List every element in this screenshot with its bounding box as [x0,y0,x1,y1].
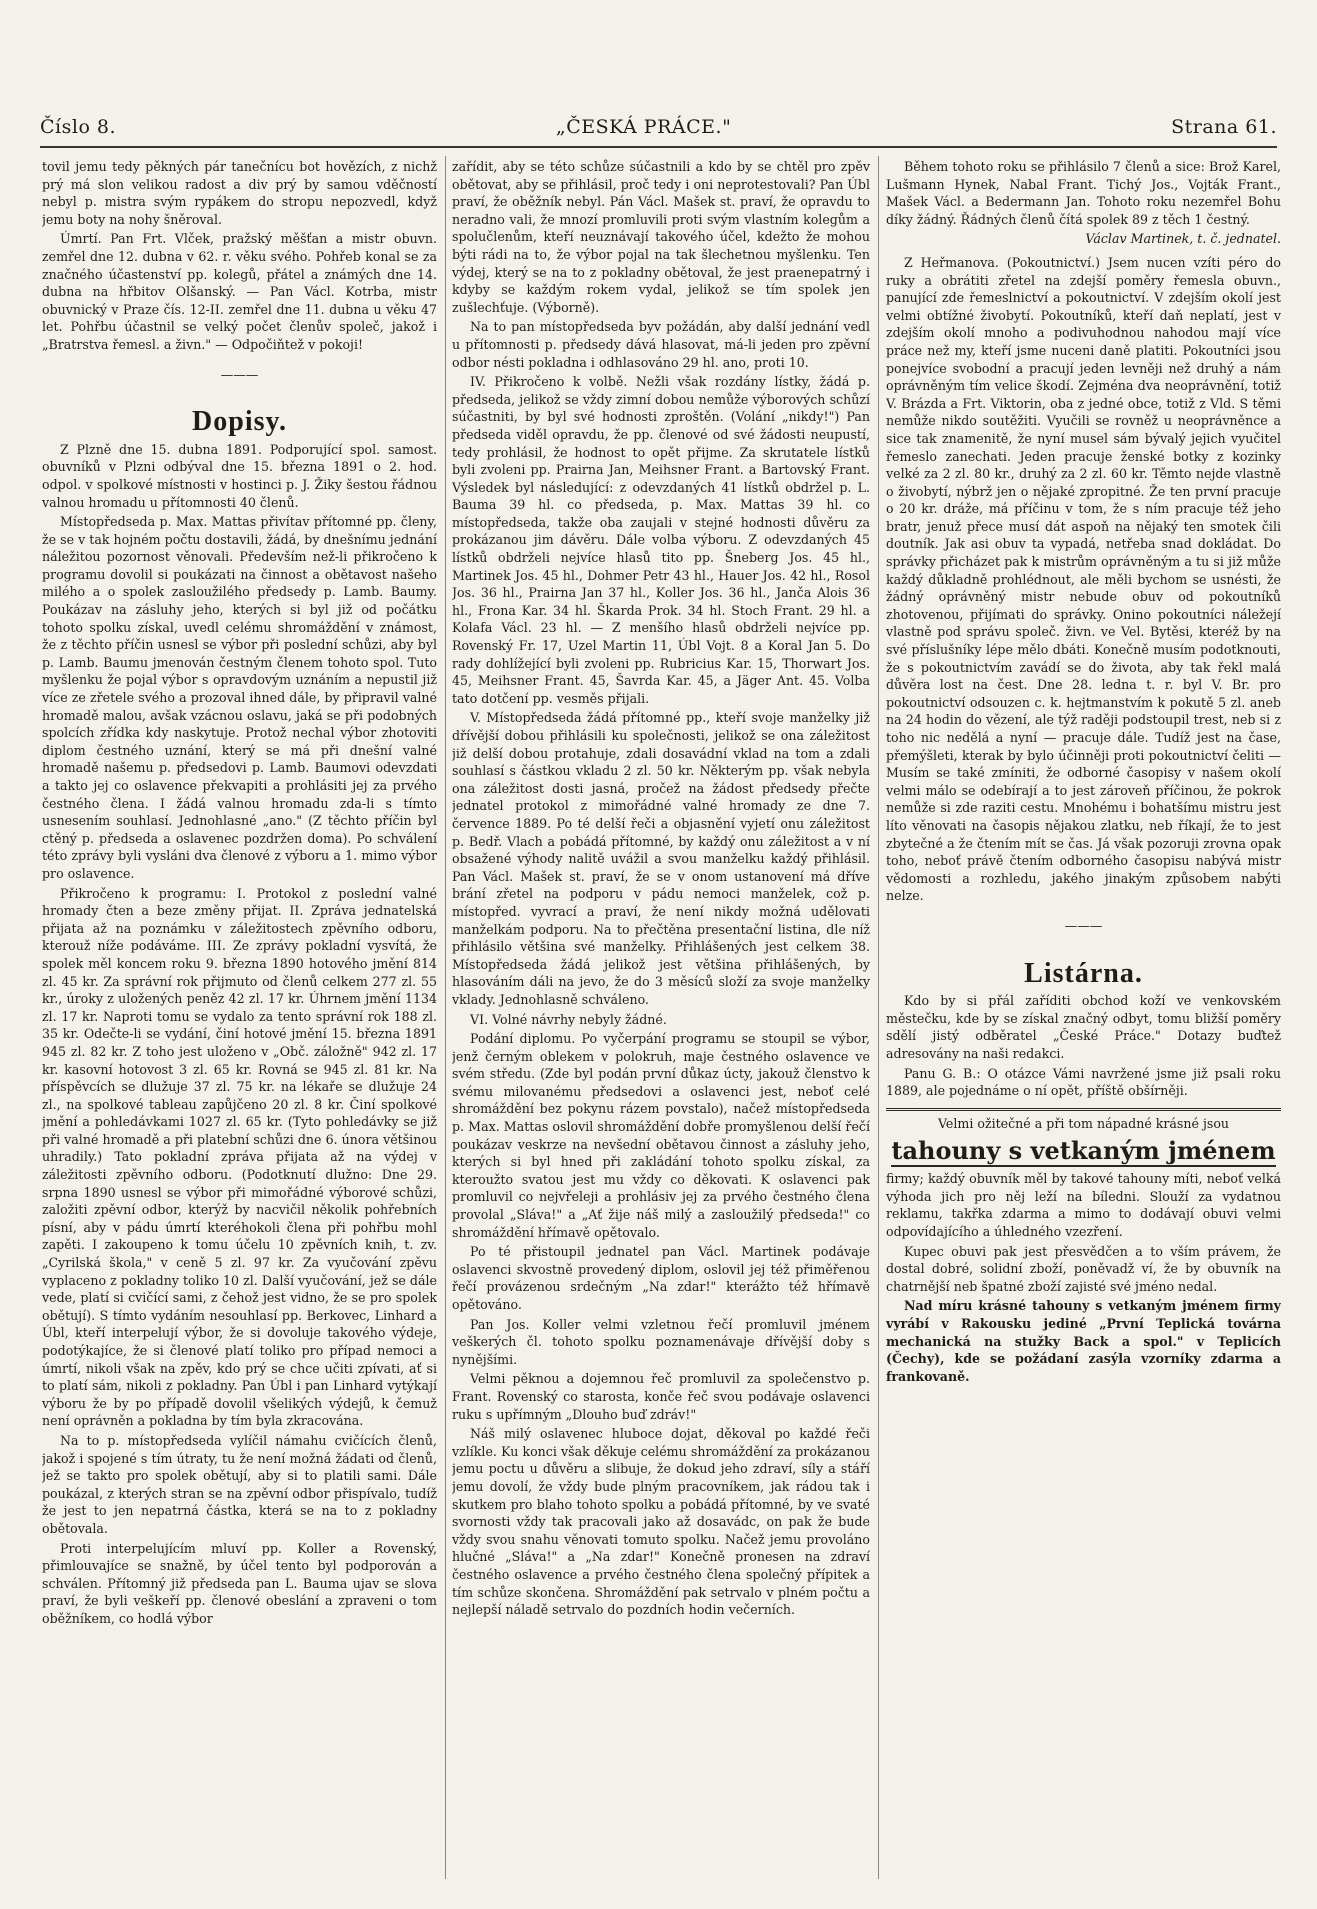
section-title-listarna: Listárna. [1024,957,1143,989]
paragraph: VI. Volné návrhy nebyly žádné. [470,1011,667,1027]
paragraph: IV. Přikročeno k volbě. Nežli však rozdány lístky, žádá p. předseda, jelikož se vždy zimní dobou nemůže výborových schůzí súčastniti, by byl své hodnosti zproštěn. (Volání „nikdy!") Pan předseda viděl opravdu, že pp. členové od své žádosti neupustí, tedy prohlásil, že hodnost to opět přijme. Za skrutatele lístků byli zvoleni pp. Prairna Jan, Meihsner Frant. a Bartovský Frant. Výsledek byl následující: z odevzdaných 41 lístků obdržel p. L. Bauma 39 hl. co předseda, p. Max. Mattas 39 hl. co místopředseda, takže oba zaujali v stejné hodnosti důvěru za prokázanou jim dávěru. Dále volba výboru. Z odevzdaných 45 lístků obdrželi nejvíce hlasů tito pp. Šneberg Jos. 45 hl., Martinek Jos. 45 hl., Dohmer Petr 43 hl., Hauer Jos. 42 hl., Rosol Jos. 36 hl., Prairna Jan 37 hl., Koller Jos. 36 hl., Janča Alois 36 hl., Frona Kar. 34 hl. Škarda Prok. 34 hl. Stoch Frant. 29 hl. a Kolafa Václ. 23 hl. — Z menšího hlasů obdrželi nejvíce pp. Rovenský Fr. 17, Uzel Martin 11, Úbl Vojt. 8 a Koral Jan 5. Do rady dohlížející byli zvoleni pp. Rubricius Kar. 15, Thorwart Jos. 45, Meihsner Frant. 45, Šavrda Kar. 45, a Jäger Ant. 45. Volba tato dotčení pp. vesměs přijali. [452,374,870,706]
ad-intro: Velmi ožitečné a při tom nápadné krásné jsou [937,1115,1230,1131]
paragraph: Kdo by si přál zaříditi obchod koží ve venkovském městečku, kde by se získal značný odbyt, tomu bližší poměry sdělí jistý odběratel „České Práce." Dotazy buďtež adresovány na naši redakci. [886,993,1281,1061]
page-number: Číslo 8. [40,116,117,138]
newspaper-title: „ČESKÁ PRÁCE." [555,116,732,138]
paragraph: Z Plzně dne 15. dubna 1891. Podporující spol. samost. obuvníků v Plzni odbýval dne 15. března 1891 o 2. hod. odpol. v spolkové místnosti v hostinci p. J. Žiky šestou řádnou valnou hromadu u přítomnosti 40 členů. [42,441,437,510]
ad-headline [886,1136,1281,1166]
paragraph: Po té přistoupil jednatel pan Václ. Martinek podávaje oslavenci skvostně provedený diplom, oslovil jej též přiměřenou řečí provázenou srdečným „Na zdar!" kterážto též hřímavě opětováno. [452,1244,870,1312]
paragraph: Náš milý oslavenec hluboce dojat, děkoval po každé řeči vzlíkle. Ku konci však děkuje celému shromáždění za prokázanou jemu poctu u důvěru a slibuje, že dokud jeho zdraví, síly a stáří jemu dovolí, že vždy bude plným pracovníkem, jak rádou tak i skutkem pro blaho tohoto spolku a pobádá přítomné, by ve svaté svornosti vždy tak pracovali jako až dosavádc, on pak že bude vždy svou snahu věnovati tomuto spolku. Načež jemu provoláno hlučné „Sláva!" a „Na zdar!" Konečně pronesen na zdraví čestného oslavence a prvého čestného člena společný přípitek a tím schůze skončena. Shromáždění pak setrvalo v plném počtu a nejlepší náladě setrvalo do pozdních hodin večerních. [452,1426,870,1618]
paragraph: Proti interpelujícím mluví pp. Koller a Rovenský, přimlouvajíce se snažně, by účel tento byl podporován a schválen. Přítomný již předseda pan L. Bauma ujav se slova praví, že byli veškeří pp. členové obeslání a zpraveni o tom oběžníkem, co hodlá výbor [42,1540,437,1626]
paragraph: Na to p. místopředseda vylíčil námahu cvičících členů, jakož i spojené s tím útraty, tu že není možná žádati od členů, jež se takto pro spolek obětují, aby si to platili sami. Dále poukázal, z kterých stran se na zpěvní odbor přispívalo, tudíž že jest to jen nepatrná částka, která se na to z pokladny obětovala. [42,1432,437,1536]
paragraph: Panu G. B.: O otázce Vámi navržené jsme již psali roku 1889, ale pojednáme o ní opět, příště obšírněji. [886,1065,1281,1099]
paragraph: Na to pan místopředseda byv požádán, aby další jednání vedl u přítomnosti p. předsedy dává hlasovat, má-li jeden pro zpěvní odbor nésti pokladna i odhlasováno 29 hl. ano, proti 10. [452,319,870,370]
column-divider-2 [878,156,879,1879]
signature: Václav Martinek, t. č. jednatel. [1085,231,1281,247]
paragraph: Z Heřmanova. (Pokoutnictví.) Jsem nucen vzíti péro do ruky a obrátiti zřetel na zdejší poměry řemesla obuvn., panující zde řemeslnictví a pokoutnictví. V zdejším okolí jest velmi obtížné živobytí. Pokoutníků, kteří daň neplatí, jest v zdejším okolí mnoho a podivuhodnou nahodou mají více práce než my, kteří jsme nuceni daně platiti. Pokoutníci jsou ponejvíce svobodní a pracují jeden levněji než druhý a nám oprávněným tím velice škodí. Zejména dva neoprávnění, totiž V. Brázda a Frt. Viktorin, oba z jedné obce, totiž z Vld. S těmi nemůže nikdo soutěžiti. Vyučili se rovněž u neoprávněnce a sice tak znamenitě, že nyní musel sám bývalý jejich vyučitel řemeslo zanechati. Jeden pracuje ženské botky z kozinky velké za 2 zl. 80 kr., druhý za 2 zl. 60 kr. Těmto nejde vlastně o živobytí, nýbrž jen o nějaké zpropitné. Že ten první pracuje o 20 kr. dráže, má příčinu v tom, že s ním pracuje též jeho bratr, jenuž přece musí dát aspoň na nějaký ten smotek čili doutník. Jak asi obuv ta vypadá, netřeba snad dokládat. Do správky přicházet pak k mistrům oprávněným a tu si již může každý důkladně prohlédnout, ale měli bychom se usnésti, že žádný oprávněný mistr nebude obuv od pokoutníků zhotovenou, přijímati do správky. Onino pokoutníci náležejí vlastně pod správu společ. živn. ve Vel. Bytěsi, kteréž by na své příslušníky lépe mělo dbáti. Konečně musím podotknouti, že s pokoutnictvím zavádí se do života, aby tak řekl malá důvěra lost na čest. Dne 28. ledna t. r. byl V. Br. pro pokoutnictví odsouzen c. k. hejtmanstvím k pokutě 5 zl. aneb na 24 hodin do vězení, ale týž raději podstoupil trest, neb si z toho nic nedělá a nyní — pracuje dále. Tudíž jest na čase, přemýšleti, kterak by bylo účinněji proti pokoutnictví čeliti — Musím se také zmíniti, že odborné časopisy v našem okolí velmi málo se odebírají a to jest zároveň příčinou, že pokrok nemůže si zde raziti cestu. Mnohému i bohatšímu mistru jest líto věnovati na časopis nějakou zlatku, neb říkají, že to jest zbytečné a že čtením mít se čas. Já však pozoruji zrovna opak toho, neboť právě čtením odborného časopisu nabývá mistr vědomosti a rozhledu, jakého jinakým způsobem nabýti nelze. [886,254,1281,904]
paragraph: Pan Jos. Koller velmi vzletnou řečí promluvil jménem veškerých čl. tohoto spolku poznamenávaje dřívější doby s nynějšími. [452,1316,870,1367]
header-rule [40,146,1277,148]
paragraph: V. Místopředseda žádá přítomné pp., kteří svoje manželky již dřívější dobou přihlásili ku společnosti, jelikož se ona záležitost již delší dobou protahuje, zdali dosavádní vklad na tom a zdali souhlasí s částkou vkladu 2 zl. 50 kr. Některým pp. však nebyla ona záležitost dosti jasná, pročež na žádost předsedy přečte jednatel protokol z mimořádné valné hromady ze dne 7. července 1889. Po té delší řeči a objasnění vyjetí onu záležitost p. Bedř. Vlach a pobádá přítomné, by každý onu záležitost a v ní obsažené výhody nalitě uvážil a svou manželku každý přihlásil. Pan Václ. Mašek st. praví, že se v onom ustanovení má dříve brání zřetel na podporu v pádu nemoci manželek, což p. místopřed. vyvrací a praví, že není nikdy možná udělovati manželkám podporu. Na to přečtěna presentační listina, dle níž přihlásilo většina své manželky. Přihlášených jest celkem 38. Místopředseda žádá jelikož jest většina přihlášených, by hlasováním dáli na jevo, že do 3 měsíců složí za svoje manželky vklady. Jednohlasně schváleno. [452,710,870,1007]
paragraph: zařídit, aby se této schůze súčastnili a kdo by se chtěl pro zpěv obětovat, aby se přihlásil, proč tedy i oni neprotestovali? Pan Úbl praví, že oběžník nebyl. Pán Václ. Mašek st. praví, že opravdu to neradno vali, že mnozí promluvili proti svým vlastním kolegům a spolučlenům, kteří neuznávají takového účel, kdežto že mohou býti rádi na to, že výbor pojal na tak šlechetnou myšlenku. Ten výdej, který se na to z pokladny obětoval, že jest praenepatrný i kdyby se každým rokem vydal, jelikož se tím spolek jen zušlechťuje. (Výborně). [452,159,870,315]
column-1 [42,158,437,1879]
paragraph: Přikročeno k programu: I. Protokol z poslední valné hromady čten a beze změny přijat. II. Zpráva jednatelská přijata až na poznámku v záležitostech zpěvního odboru, kterouž níže podáváme. III. Ze zprávy pokladní vysvítá, že spolek měl koncem roku 9. března 1890 hotového jmění 814 zl. 45 kr. Za správní rok přijmuto od členů celkem 277 zl. 55 kr., úroky z uložených peněz 42 zl. 17 kr. Úhrnem jmění 1134 zl. 17 kr. Naproti tomu se vydalo za tento správní rok 188 zl. 35 kr. Odečte-li se vydání, činí hotové jmění 15. března 1891 945 zl. 82 kr. Z toho jest uloženo v „Obč. záložně" 942 zl. 17 kr. kasovní hotovost 3 zl. 65 kr. Rovná se 945 zl. 81 kr. Na příspěvcích se dlužuje 37 zl. 75 kr. na lékaře se dlužuje 24 zl., na spolkové tableau zapůjčeno 20 zl. 8 kr. Činí spolkové jmění a pohledávkami 1027 zl. 65 kr. (Tyto pohledávky se již při valné hromadě a při platební schůzi dne 6. února většinou uhradily.) Tato pokladní zpráva přijata až na výdej v záležitosti zpěvního odboru. (Podotknutí dlužno: Dne 29. srpna 1890 usnesl se výbor při mimořádné výborové schůzi, založiti zpěvní odbor, kterýž by nacvičil několik pohřebních písní, aby v pádu úmrtí kteréhokoli člena při pohřbu mohl zapěti. I zakoupeno k tomu účelu 10 zpěvních knih, t. zv. „Cyrilská škola," v ceně 5 zl. 97 kr. Za vyučování zpěvu vyplaceno z pokladny toliko 10 zl. Další vyučování, jež se dále vede, platí si cvičící sami, z čehož jest vidno, že se pro spolek obětují). S tímto vydáním nesouhlasí pp. Berkovec, Linhard a Úbl, kteří interpelují výbor, že si dovoluje takového výdeje, podotýkajíce, že si členové platí toliko pro případ nemoci a úmrtí, nikoli však na zpěv, kdo prý se chce učiti zpívati, ať si to platí sám, nikoli z pokladny. Pan Úbl i pan Linhard vytýkají výboru že by po případě dovolil všelikých výdejů, k čemuž není oprávněn a pokladna by tím byla zkracována. [42,885,437,1429]
ad-paragraph: Kupec obuvi pak jest přesvědčen a to vším právem, že dostal dobré, solidní zboží, poněvadž ví, že by obuvník na chatrnější neb špatné zboží zajisté své jméno nedal. [886,1243,1281,1294]
separator: ——— [220,366,259,382]
column-divider-1 [445,156,446,1879]
paragraph: Během tohoto roku se přihlásilo 7 členů a sice: Brož Karel, Lušmann Hynek, Nabal Frant. Tichý Jos., Vojták Frant., Mašek Václ. a Bedermann Jan. Tohoto roku nezemřel Bohu díky žádný. Řádných členů čítá spolek 89 z těch 1 čestný. [886,159,1281,227]
page-label: Strana 61. [1171,116,1277,138]
column-3 [886,158,1281,1879]
ad-paragraph: firmy; každý obuvník měl by takové tahouny míti, neboť velká výhoda jich pro něj leží na bíledni. Slouží za vydatnou reklamu, takřka zdarma a mimo to dodávají obuvi velmi odpovídajícího a úhledného vzezření. [886,1171,1281,1240]
paragraph: tovil jemu tedy pěkných pár tanečnícu bot hovězích, z nichž prý má slon velikou radost a div prý by samou vděčností nebyl p. mistra svým rypákem do stropu nepozvedl, když jemu boty na nohy šněroval. [42,159,437,227]
ad-paragraph: Nad míru krásné tahouny s vetkaným jménem firmy vyrábí v Rakousku jediné „První Teplická továrna mechanická na stužky Back a spol." v Teplicích (Čechy), kde se požádaní zasýla vzorníky zdarma a frankovaně. [886,1298,1281,1384]
paragraph: Podání diplomu. Po vyčerpání programu se stoupil se výbor, jenž černým oblekem v polokruh, maje čestného oslavence ve svém středu. (Zde byl podán první důkaz úcty, jakouž členstvo k svému milovanému předsedovi a oslavenci jest, neboť celé shromáždění bez pokynu rázem povstalo), načež místopředseda p. Max. Mattas oslovil shromáždění dobře promyšlenou delší řečí poukázav veskrze na nevšední obětavou činnost a zásluhy jeho, kterých si byl hned při zakládání tohoto spolku získal, za kteroužto svatou jest mu vždy co děkovati. K oslavenci pak promluvil co nejvřeleji a prohlásiv jej za prvého čestného člena provolal „Sláva!" a „Ať žije náš milý a zasloužilý předseda!" co shromáždění hřímavě opětovalo. [452,1031,870,1240]
ad-headline-text: tahouny s vetkaným jménem [891,1136,1276,1166]
paragraph: Místopředseda p. Max. Mattas přivítav přítomné pp. členy, že se v tak hojném počtu dostavili, žádá, by dnešnímu jednání náležitou pozornost věnovali. Především než-li přikročeno k programu dovolil si poukázati na činnost a obětavost našeho milého a o spolek zasloužilého předsedy p. Lamb. Baumy. Poukázav na zásluhy jeho, kterých si byl již od počátku tohoto spolku získal, uvedl celému shromáždění v známost, že z těchto příčin usnesl se výbor při poslední schůzi, aby byl p. Lamb. Baumu jmenován čestným členem tohoto spol. Tuto myšlenku že pojal výbor s opravdovým uznáním a nepustil již více ze zřetele svého a prozoval ihned dále, by připravil valné hromadě malou, avšak vzácnou oslavu, jaká se při podobných spolcích zřídka kdy naskytuje. Protož nechal výbor zhotoviti diplom čestného uznání, který se má při dnešní valné hromadě našemu p. předsedovi p. Lamb. Baumovi odevzdati a takto jej co oslavence překvapiti a prohlásiti jej za prvého čestného člena. I žádá valnou hromadu zda-li s tímto usnesením souhlasí. Jednohlasné „ano." (Z těchto příčin byl ctěný p. předseda a oslavenec pozdržen doma). Po schválení této zprávy byli vysláni dva členové z výboru a 1. mimo výbor pro oslavence. [42,514,437,881]
advertisement [886,1108,1281,1386]
paragraph: Velmi pěknou a dojemnou řeč promluvil za společenstvo p. Frant. Rovenský co starosta, konče řeč svou podávaje oslavenci ruku s upřímným „Dlouho buď zdráv!" [452,1371,870,1422]
section-title-dopisy: Dopisy. [192,406,287,438]
separator: ——— [1064,917,1103,933]
obituary-paragraph: Úmrtí. Pan Frt. Vlček, pražský měšťan a mistr obuvn. zemřel dne 12. dubna v 62. r. věku svého. Pohřeb konal se za značného účastenství pp. kolegů, přátel a známých dne 14. dubna na hřbitov Olšanský. — Pan Václ. Kotrba, mistr obuvnický v Praze čís. 12-II. zemřel dne 11. dubna u věku 47 let. Pohřbu účastnil se velký počet členův společ, jakož i „Bratrstva řemesl. a živn." — Odpočiňtež v pokoji! [42,231,437,352]
column-2 [452,158,870,1879]
page-header [40,112,1277,142]
